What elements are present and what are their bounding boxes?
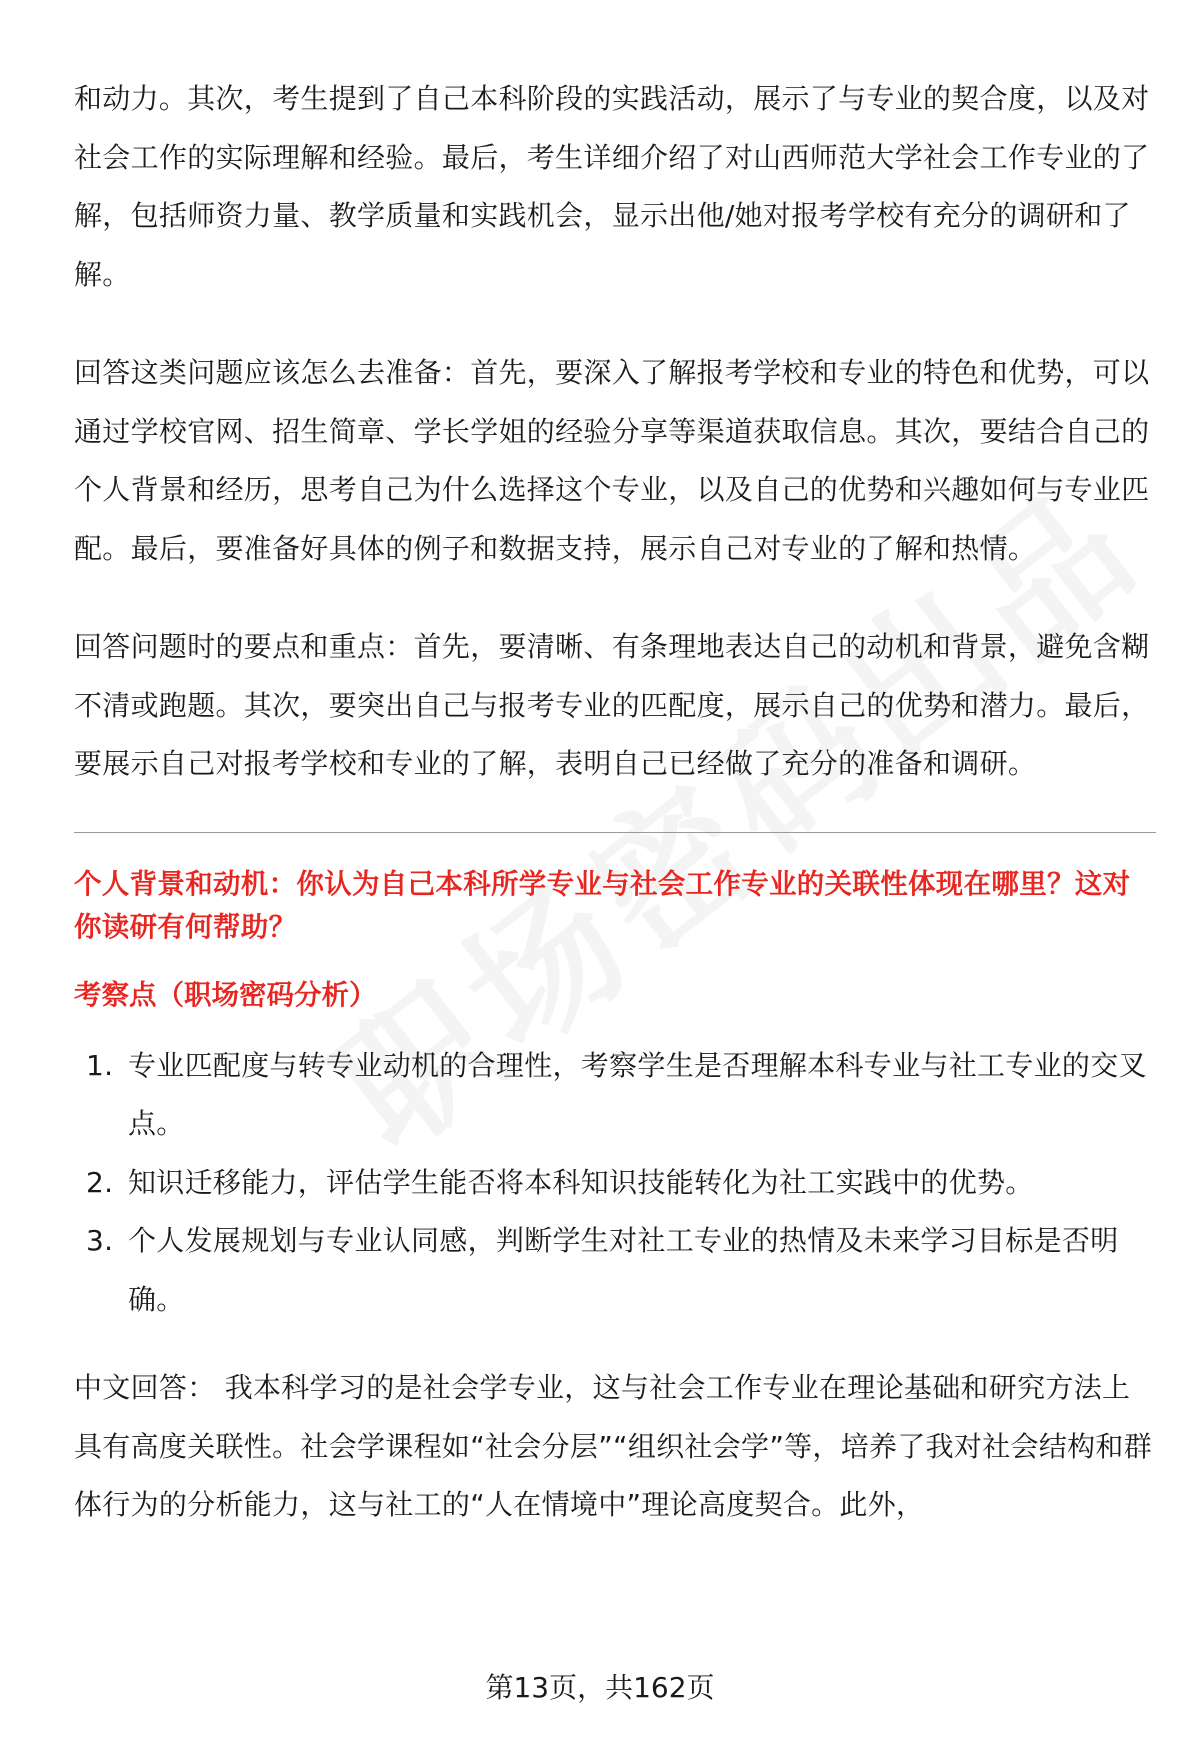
answer-paragraph: 中文回答： 我本科学习的是社会学专业，这与社会工作专业在理论基础和研究方法上具有高度关联性。社会学课程如“社会分层”“组织社会学”等，培养了我对社会结构和群体行为的分析能力，这与社工的“人在情境中”理论高度契合。此外，	[74, 1371, 1153, 1521]
list-item-text: 知识迁移能力，评估学生能否将本科知识技能转化为社工实践中的优势。	[128, 1165, 1034, 1199]
list-item	[74, 1212, 1154, 1329]
page-number: 第13页，共162页	[485, 1671, 715, 1704]
exam-points-list	[74, 1037, 1154, 1330]
section-divider	[74, 832, 1156, 833]
list-number: 1.	[86, 1048, 114, 1082]
list-item-text: 专业匹配度与转专业动机的合理性，考察学生是否理解本科专业与社工专业的交叉点。	[128, 1048, 1147, 1140]
paragraph-preparation: 回答这类问题应该怎么去准备：首先，要深入了解报考学校和专业的特色和优势，可以通过学校官网、招生简章、学长学姐的经验分享等渠道获取信息。其次，要结合自己的个人背景和经历，思考自己为什么选择这个专业，以及自己的优势和兴趣如何与专业匹配。最后，要准备好具体的例子和数据支持，展示自己对专业的了解和热情。	[74, 356, 1150, 565]
list-item	[74, 1037, 1154, 1154]
list-number: 3.	[86, 1224, 114, 1257]
list-item-text: 个人发展规划与专业认同感，判断学生对社工专业的热情及未来学习目标是否明确。	[128, 1224, 1119, 1316]
paragraph-key-points: 回答问题时的要点和重点：首先，要清晰、有条理地表达自己的动机和背景，避免含糊不清或跑题。其次，要突出自己与报考专业的匹配度，展示自己的优势和潜力。最后，要展示自己对报考学校和专业的了解，表明自己已经做了充分的准备和调研。	[74, 630, 1150, 780]
list-item	[74, 1154, 1154, 1213]
question-heading: 个人背景和动机：你认为自己本科所学专业与社会工作专业的关联性体现在哪里？这对你读研有何帮助？	[74, 867, 1131, 943]
list-number: 2.	[86, 1165, 114, 1199]
paragraph-analysis: 和动力。其次，考生提到了自己本科阶段的实践活动，展示了与专业的契合度，以及对社会工作的实际理解和经验。最后，考生详细介绍了对山西师范大学社会工作专业的了解，包括师资力量、教学质量和实践机会，显示出他/她对报考学校有充分的调研和了解。	[74, 82, 1150, 291]
document-page	[74, 70, 1154, 1535]
exam-points-title: 考察点（职场密码分析）	[74, 978, 377, 1011]
